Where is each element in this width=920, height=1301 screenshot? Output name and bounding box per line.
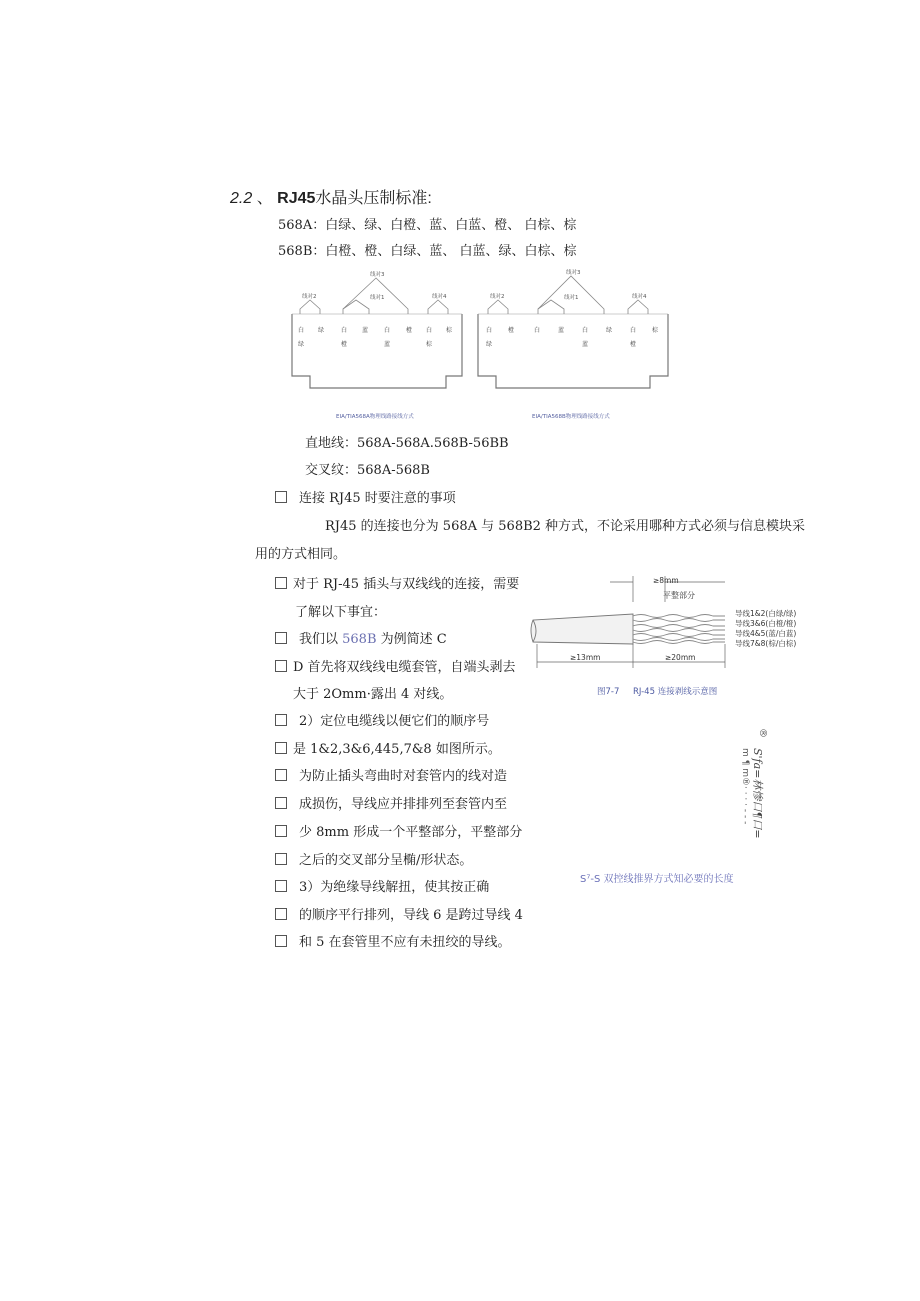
pinout-diagram xyxy=(288,266,673,426)
dim-flat: ≥8mm xyxy=(653,576,679,585)
pin-label: 白 xyxy=(384,327,391,334)
pin-label: 白 xyxy=(426,327,433,334)
strip-figure xyxy=(525,572,815,702)
figure-caption: RJ-45 连接剥线示意图 xyxy=(633,687,718,697)
list-item-text: 2）定位电缆线以便它们的顺序号 xyxy=(299,714,490,729)
vertical-text: ® xyxy=(757,728,768,738)
pin-label: 橙 xyxy=(406,327,413,334)
list-item xyxy=(275,876,489,895)
section-number: 2.2 xyxy=(230,190,253,207)
pair-label: 线对1 xyxy=(370,295,385,301)
notes-heading xyxy=(275,487,456,506)
checkbox-icon xyxy=(275,714,287,726)
list-item-text: 的顺序平行排列，导线 6 是跨过导线 4 xyxy=(299,908,523,923)
list-item-text: 少 8mm 形成一个平整部分，平整部分 xyxy=(299,825,523,840)
pinout-568b xyxy=(478,268,668,420)
list-item xyxy=(275,738,501,757)
section-separator: 、 xyxy=(256,190,273,207)
notes-heading-text: 连接 RJ45 时要注意的事项 xyxy=(299,491,456,506)
list-item xyxy=(275,710,489,729)
checkbox-icon xyxy=(275,797,287,809)
dim-strip: ≥20mm xyxy=(665,653,696,662)
wire-label: 导线7&8(棕/白棕) xyxy=(735,639,797,648)
list-item-text: 为例简述 C xyxy=(376,632,447,647)
vertical-text: S'fa=林惨口¶口= xyxy=(751,748,764,839)
list-item-text: 成损伤，导线应并排排列至套管内至 xyxy=(299,797,508,812)
pair-label: 线对3 xyxy=(566,270,581,276)
pin-label: 白 xyxy=(486,327,493,334)
pin-label: 棕 xyxy=(652,327,659,334)
crossover-cable: 交叉纹：568A-568B xyxy=(305,463,430,478)
pair-label: 线对2 xyxy=(302,294,317,300)
checkbox-icon xyxy=(275,660,287,672)
checkbox-icon xyxy=(275,908,287,920)
flat-label: 平整部分 xyxy=(663,591,695,600)
pin-label: 白 xyxy=(298,327,305,334)
list-item-text: 是 1&2,3&6,445,7&8 如图所示。 xyxy=(293,742,501,757)
pin-label: 绿 xyxy=(298,341,305,348)
pin-label: 橙 xyxy=(508,327,515,334)
pin-label: 白 xyxy=(582,327,589,334)
pinout-568a xyxy=(292,270,462,420)
list-item-link: 568B xyxy=(342,632,377,647)
list-item-text: 之后的交叉部分呈椭/形状态。 xyxy=(299,853,473,868)
pin-label: 棕 xyxy=(426,341,433,348)
vertical-text-block xyxy=(740,728,792,848)
pin-label: 绿 xyxy=(486,341,493,348)
pin-label: 橙 xyxy=(630,341,637,348)
pair-label: 线对3 xyxy=(370,272,385,278)
wire-label: 导线4&5(蓝/白蓝) xyxy=(735,629,797,638)
wire-label: 导线3&6(白橙/橙) xyxy=(735,619,797,628)
figure-caption-2: S⁷-S 双控线推界方式知必要的长度 xyxy=(580,874,734,885)
checkbox-icon xyxy=(275,853,287,865)
list-item xyxy=(275,628,447,647)
pin-label: 白 xyxy=(534,327,541,334)
pin-label: 棕 xyxy=(446,327,453,334)
pair-label: 线对2 xyxy=(490,294,505,300)
list-item xyxy=(275,821,522,840)
section-heading xyxy=(230,185,432,208)
checkbox-icon xyxy=(275,935,287,947)
pin-label: 白 xyxy=(341,327,348,334)
pair-label: 线对1 xyxy=(564,295,579,301)
pin-label: 绿 xyxy=(606,327,613,334)
checkbox-icon xyxy=(275,880,287,892)
list-item-cont: 了解以下事宜： xyxy=(295,605,387,620)
dim-jacket: ≥13mm xyxy=(570,653,601,662)
checkbox-icon xyxy=(275,742,287,754)
pin-label: 白 xyxy=(630,327,637,334)
pin-label: 蓝 xyxy=(582,341,589,348)
list-item xyxy=(275,765,507,784)
section-title-bold: RJ45 xyxy=(277,190,316,207)
pin-label: 蓝 xyxy=(384,341,391,348)
pair-label: 线对4 xyxy=(632,294,647,300)
list-item-text: 3）为绝缘导线解扭，使其按正确 xyxy=(299,880,490,895)
list-item-text: 对于 RJ-45 插头与双线线的连接，需要 xyxy=(293,577,520,592)
paragraph-line1: RJ45 的连接也分为 568A 与 568B2 种方式，不论采用哪种方式必须与信息模块采 xyxy=(325,519,806,534)
pinout-caption: EIA/TIA568B物理线路接线方式 xyxy=(532,414,610,420)
straight-cable: 直地线：568A-568A.568B-56BB xyxy=(305,436,509,451)
checkbox-icon xyxy=(275,769,287,781)
pin-label: 蓝 xyxy=(362,327,369,334)
list-item-text: 和 5 在套管里不应有未扭绞的导线。 xyxy=(299,935,511,950)
checkbox-icon xyxy=(275,577,287,589)
pin-label: 橙 xyxy=(341,341,348,348)
standard-568b: 568B：白橙、橙、白绿、蓝、 白蓝、绿、白棕、棕 xyxy=(278,244,577,259)
pair-label: 线对4 xyxy=(432,294,447,300)
list-item-text: D 首先将双线线电缆套管，自端头剥去 xyxy=(293,660,516,675)
pinout-caption: EIA/TIA568A物理线路接线方式 xyxy=(336,414,414,420)
list-item xyxy=(275,793,507,812)
pin-label: 绿 xyxy=(318,327,325,334)
list-item xyxy=(275,849,472,868)
vertical-text: m ¶ m®· · · · - - - xyxy=(740,748,750,825)
figure-caption-prefix: 图7-7 xyxy=(597,687,620,697)
checkbox-icon xyxy=(275,632,287,644)
checkbox-icon xyxy=(275,491,287,503)
pin-label: 蓝 xyxy=(558,327,565,334)
paragraph-line2: 用的方式相同。 xyxy=(255,547,347,562)
list-item xyxy=(275,904,523,923)
list-item xyxy=(275,931,511,950)
list-item-text: 为防止插头弯曲时对套管内的线对造 xyxy=(299,769,508,784)
section-title: 水晶头压制标准: xyxy=(315,190,432,207)
list-item-text: 我们以 xyxy=(299,632,343,647)
list-item xyxy=(275,573,519,592)
list-item-cont: 大于 2Omm·露出 4 对线。 xyxy=(293,687,453,702)
wire-label: 导线1&2(白绿/绿) xyxy=(735,609,797,618)
list-item xyxy=(275,656,516,675)
checkbox-icon xyxy=(275,825,287,837)
standard-568a: 568A：白绿、绿、白橙、蓝、白蓝、橙、 白棕、棕 xyxy=(278,218,577,233)
